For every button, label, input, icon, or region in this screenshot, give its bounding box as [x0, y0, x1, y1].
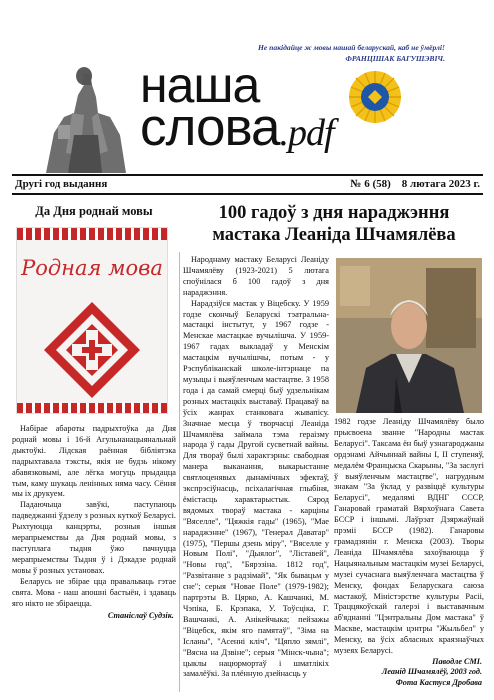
- paragraph: Нарадзіўся мастак у Віцебску. У 1959 годзе скончыў Беларускі тэатральна-мастацкі інстытут, у 1967 годзе - Менскае мастацкае вучылішча. У 1959-1967 гадах выкладаў у Менскім мастацкім вучылішчы, потым - у Рэспубліканскай школе-інтэрнаце па музыцы і выяўленчым мастацтве. З 1958 года і да самай смерці быў удзельнікам розных мастацкіх выставаў. Працаваў ва ўсіх жанрах станковага жывапісу. Значнае месца ў творчасці Леаніда Шчамялёва займала тэма гераізму народа ў гады Другой сусветнай вайны. Для твораў былі характэрны: свабодная манера выканання, выкарыстанне святлоценявых дынамічных эфектаў, экспрэсіўнасць, псіхалагічная глыбіня, ёмістасць характарыстык. Сярод вядомых твораў мастака - карціны "Вяселле", "Цяжкія гады" (1965), "Мае нараджэнне" (1967), "Генерал Даватар" (1975), "Першы дзень міру", "Вяселле у Новым Полі", "Дыялог", "Ліставей", "Новы год", "Бярэзіна. 1812 год", "Развітанне з радзімай", "Як бывацьм у сне"; серыя "Новае Поле" (1979-1982); партрэты В. Цярко, А. Кашчанкі, М. Чэпіка, Б. Крэпака, У. Тоўсціка, Г. Вашчанкі, А. Анікейчыка; пейзажы "Віцебск, якім яго памятаў", "Зіма на Ісланы", "Асенні кліч", "Цяпло зямлі", "Вясна на Дзвіне"; серыя "Мінск-чына"; цыклы нацюрмортаў і шматлікіх замалёўкі. За плённую дзейнасць у: [183, 298, 329, 679]
- main-article-column-2: [334, 417, 484, 688]
- motto-quote: Не пакідайце ж мовы нашай беларускай, каб не ўмёрлі!: [258, 43, 445, 52]
- left-article: [12, 200, 176, 620]
- paragraph: Набірае абароты падрыхтоўка да Дня роднай мовы і 16-й Агульнанацыянальнай дыктоўкі. Лідская раённая бібліятэка падрыхтавала тэксты, якія не будзь нікому абавязковымі, але лёгка могуць прыдацца тым, каму шукаць ленінных няма часу. Сёння мы іх друкуем.: [12, 424, 176, 499]
- main-headline: 100 гадоў з дня нараджэння мастака Леаніда Шчамялёва: [212, 203, 456, 245]
- masthead-title-line1: наша: [140, 57, 260, 113]
- edition-label: Другі год выдання: [15, 178, 108, 190]
- issue-number-date: № 6 (58) 8 лютага 2023 г.: [350, 178, 480, 190]
- paragraph: Народнаму мастаку Беларусі Леаніду Шчамялёву (1923-2021) 5 лютага споўнілася б 100 гадоў з дня нараджэння.: [183, 255, 329, 297]
- paragraph: Беларусь не збірае цца правальваць гэтае свята. Мова - наш апошні бастыён, і здаваць яго нікто не збіраецца.: [12, 576, 176, 608]
- photo-credit: Фота Кастуся Дробава: [395, 677, 482, 687]
- photo-caption: Леанід Шчамялёў, 2003 год.: [381, 667, 482, 677]
- masthead-word-slova: слова: [140, 98, 280, 157]
- skaryna-statue-image: [38, 55, 132, 173]
- ornament-band-bottom: [17, 403, 167, 413]
- masthead-pdf-suffix: .pdf: [279, 112, 334, 154]
- ornament-diamond-icon: [42, 300, 142, 400]
- left-article-heading: Да Дня роднай мовы: [35, 204, 153, 218]
- ornament-band-top: [17, 228, 167, 240]
- folk-ornament-image: [16, 227, 168, 414]
- paragraph: 1982 годзе Леаніду Шчамялёву было прысвоена званне "Народны мастак Беларусі". Таксама ён быў узнагароджаны ордэнамі Айчыннай вайны I, II ступеняў, медалём Францыска Скарыны, "За заслугі ў выяўленчым мастацтве", нагрудным знакам "За ўклад у развіццё культуры Беларусі", медалямі ВДНГ СССР, Ганаровай граматай Вярхоўнага Савета БССР і іншымі. Лаўрэат Дзяржаўнай прэміі БССР (1982). Ганаровы грамадзянін г. Менска (2003). Творы Леаніда Шчамялёва захоўваюцца ў Нацыянальным мастацкім музеі Беларусі, музеі сучаснага выяўленчага мастацтва ў Менску, фондах Беларускага саюза мастакоў, Міністэрстве культуры Расіі, Траццякоўскай галерэі і выставачным аб'яднанні "Цэнтральны Дом мастака" ў Маскве, мастацкім цэнтры "Жыльбел" у Менску, ва ўсіх абласных краязнаўчых музеях Беларусі.: [334, 417, 484, 656]
- sun-emblem-icon: [348, 70, 402, 124]
- poster-title: Родная мова: [21, 256, 163, 280]
- motto-author: ФРАНЦІШАК БАГУШЭВІЧ.: [345, 54, 445, 63]
- left-article-signature: Станіслаў Судзік.: [107, 611, 174, 621]
- issue-info-bar: [12, 174, 483, 195]
- source-credit: Паводле СМІ.: [432, 656, 482, 666]
- masthead-title-line2: [140, 100, 334, 161]
- left-article-body: [12, 424, 176, 609]
- paragraph: Падаючыца завўкі, паступаюць падведжанні ўдзелу з розных куткоў Беларусі. Рыхтуюцца канцэрты, розныя іншыя мерапрыемствы да Дня роднай мовы, з паступлага тыдня ўжо пачнуцца мерапрыемствы Тыдня ў і Дэкадзе роднай мовы ў розных установах.: [12, 500, 176, 575]
- main-article-column-1: [183, 255, 329, 680]
- column-divider: [179, 252, 180, 692]
- artist-portrait-photo: [336, 258, 482, 413]
